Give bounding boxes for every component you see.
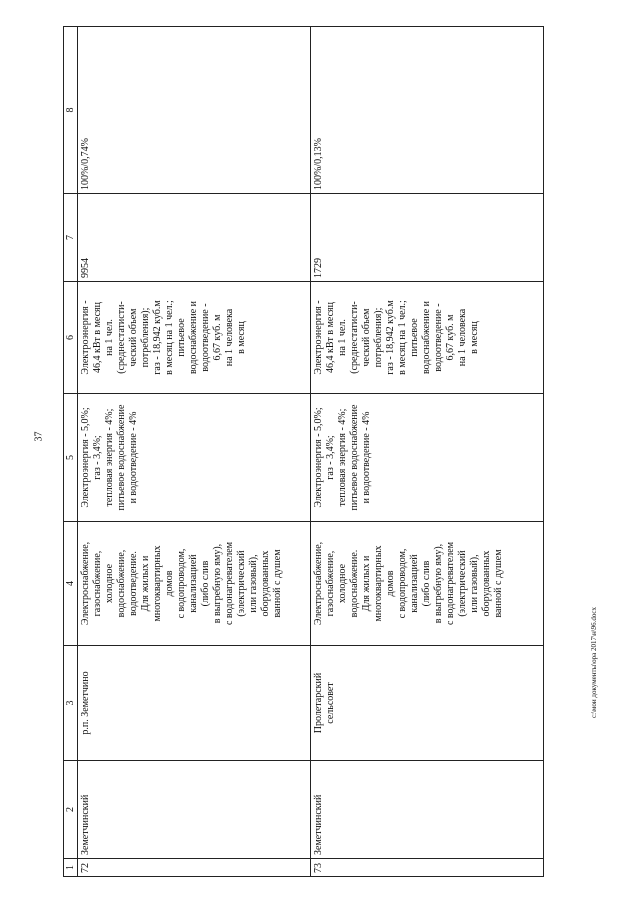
cell-line: Электроэнергия - — [80, 300, 91, 375]
cell-line: в месяц на 1 чел.; — [164, 300, 175, 375]
cell-line: многоквартирных — [152, 545, 163, 622]
district-cell: Земетчинский — [311, 761, 544, 859]
cell-line: с водопроводом, — [397, 548, 408, 619]
cell-line: газоснабжение, — [325, 550, 336, 617]
cell-line: с водонагревателем — [445, 541, 456, 626]
cell-line: водоотведение. — [128, 551, 139, 616]
volumes-cell — [311, 282, 544, 394]
cell-line: ческий объем — [128, 308, 139, 367]
cell-line: 6,67 куб. м — [445, 314, 456, 361]
cell-line: в месяц на 1 чел.; — [397, 300, 408, 375]
cell-line: газ - 18,942 куб.м — [152, 300, 163, 375]
cell-line: сельсовет — [325, 682, 336, 724]
cell-line: газоснабжение, — [92, 550, 103, 617]
cell-line: водоснабжение, — [116, 549, 127, 618]
services-cell — [311, 522, 544, 646]
settlement-cell: р.п. Земетчино — [78, 646, 311, 761]
district-cell: Земетчинский — [78, 761, 311, 859]
rotated-table-container — [63, 27, 573, 877]
cell-line: или газовый), — [469, 554, 480, 613]
cell-line: газ - 3,4%; — [92, 435, 103, 480]
cell-line: (среднестатисти- — [349, 301, 360, 374]
cell-line: (электрический — [236, 550, 247, 617]
cell-line: холодное — [337, 563, 348, 604]
growth-cell — [78, 394, 311, 522]
page-number: 37 — [33, 431, 45, 442]
cell-line: потребления); — [140, 307, 151, 368]
column-number: 8 — [64, 27, 78, 194]
cell-line: с водопроводом, — [176, 548, 187, 619]
population-cell: 1729 — [311, 194, 544, 282]
cell-line: в месяц — [469, 321, 480, 354]
cell-line: многоквартирных — [373, 545, 384, 622]
cell-line: в месяц — [236, 321, 247, 354]
volumes-cell — [78, 282, 311, 394]
column-number: 5 — [64, 394, 78, 522]
cell-line: Электроснабжение, — [80, 541, 91, 626]
cell-line: (среднестатисти- — [116, 301, 127, 374]
cell-line: питьевое водоснабжение — [116, 404, 127, 511]
cell-line: на 1 человека — [224, 308, 235, 367]
cell-line: 46,4 кВт в месяц — [325, 301, 336, 374]
cell-line: Электроэнергия - — [313, 300, 324, 375]
cell-line: газ - 3,4%; — [325, 435, 336, 480]
cell-line: водоотведение - — [433, 303, 444, 372]
cell-line: питьевое водоснабжение — [349, 404, 360, 511]
cell-line: или газовый), — [248, 554, 259, 613]
cell-line: водоснабжение и — [421, 301, 432, 374]
cell-line: водоснабжение и — [188, 301, 199, 374]
cell-line: ванной с душем — [272, 549, 283, 618]
table-row — [78, 27, 311, 877]
cell-line: питьевое — [409, 318, 420, 357]
cell-line: тепловая энергия - 4%; — [337, 408, 348, 507]
share-cell: 100%/0,13% — [311, 27, 544, 194]
cell-line: питьевое — [176, 318, 187, 357]
row-number: 73 — [311, 859, 544, 877]
table-row — [311, 27, 544, 877]
cell-line: ванной с душем — [493, 549, 504, 618]
column-number: 4 — [64, 522, 78, 646]
cell-line: ческий объем — [361, 308, 372, 367]
column-number-row — [64, 27, 78, 877]
column-number: 6 — [64, 282, 78, 394]
services-cell — [78, 522, 311, 646]
column-number: 7 — [64, 194, 78, 282]
growth-cell — [311, 394, 544, 522]
cell-line: канализацией — [409, 554, 420, 613]
row-number: 72 — [78, 859, 311, 877]
cell-line: в выгребную яму), — [433, 543, 444, 624]
cell-line: в выгребную яму), — [212, 543, 223, 624]
cell-line: с водонагревателем — [224, 541, 235, 626]
cell-line: Электроэнергия - 5,0%; — [313, 407, 324, 508]
column-number: 1 — [64, 859, 78, 877]
cell-line: Электроэнергия - 5,0%; — [80, 407, 91, 508]
settlement-cell — [311, 646, 544, 761]
cell-line: потребления); — [373, 307, 384, 368]
cell-line: тепловая энергия - 4%; — [104, 408, 115, 507]
cell-line: 46,4 кВт в месяц — [92, 301, 103, 374]
cell-line: Для жилых и — [361, 555, 372, 612]
column-number: 3 — [64, 646, 78, 761]
cell-line: (либо слив — [421, 560, 432, 607]
cell-line: (либо слив — [200, 560, 211, 607]
cell-line: домов — [164, 570, 175, 597]
cell-line: Электроснабжение, — [313, 541, 324, 626]
cell-line: на 1 человека — [457, 308, 468, 367]
file-path-footer: c:\мои документы\ора 2017\н\96.docx — [590, 606, 598, 718]
cell-line: газ - 18,942 куб.м — [385, 300, 396, 375]
column-number: 2 — [64, 761, 78, 859]
cell-line: 6,67 куб. м — [212, 314, 223, 361]
cell-line: и водоотведение - 4% — [128, 411, 139, 504]
cell-line: и водоотведение - 4% — [361, 411, 372, 504]
cell-line: оборудованных — [260, 550, 271, 617]
cell-line: (электрический — [457, 550, 468, 617]
cell-line: Для жилых и — [140, 555, 151, 612]
cell-line: оборудованных — [481, 550, 492, 617]
cell-line: домов — [385, 570, 396, 597]
cell-line: водоотведение - — [200, 303, 211, 372]
cell-line: холодное — [104, 563, 115, 604]
cell-line: водоснабжение. — [349, 549, 360, 618]
cell-line: на 1 чел. — [104, 319, 115, 356]
population-cell: 9954 — [78, 194, 311, 282]
cell-line: канализацией — [188, 554, 199, 613]
share-cell: 100%/0,74% — [78, 27, 311, 194]
cell-line: Пролетарский — [313, 672, 324, 734]
tariff-table — [63, 26, 544, 877]
cell-line: на 1 чел. — [337, 319, 348, 356]
